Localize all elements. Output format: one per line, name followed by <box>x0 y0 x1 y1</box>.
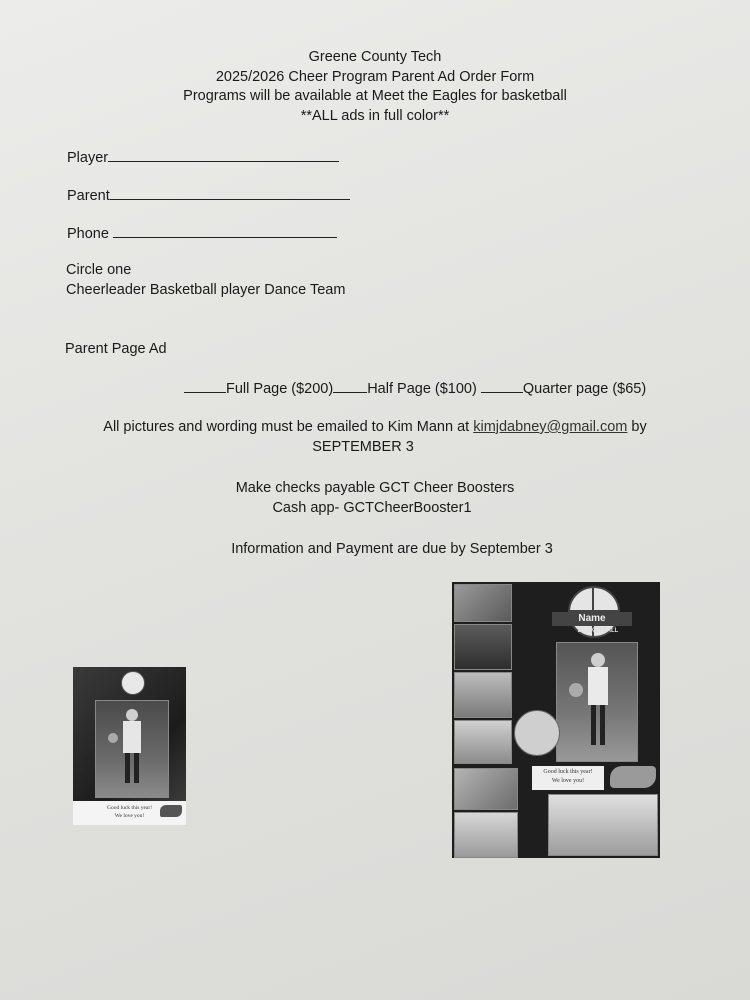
parent-label: Parent <box>67 188 110 204</box>
parent-field <box>67 185 350 204</box>
half-page-option: Half Page ($100) <box>367 381 477 397</box>
parent-line[interactable] <box>110 185 350 200</box>
player-label: Player <box>67 150 109 166</box>
role-options[interactable]: Cheerleader Basketball player Dance Team <box>66 282 346 298</box>
player-photo <box>95 700 169 798</box>
large-sample-ad <box>452 582 660 858</box>
phone-field <box>67 223 337 242</box>
full-page-blank[interactable] <box>184 378 226 393</box>
basketball-banner: BASKETBALL <box>577 628 619 634</box>
circle-one-label: Circle one <box>66 262 132 278</box>
quarter-page-blank[interactable] <box>481 378 523 393</box>
collage-photo-3 <box>454 672 512 718</box>
phone-label: Phone <box>67 226 109 242</box>
basketball-icon <box>121 671 145 695</box>
checks-note: Make checks payable GCT Cheer Boosters <box>235 480 515 496</box>
school-name: Greene County Tech <box>308 49 442 65</box>
form-header <box>0 48 750 126</box>
cashapp-note: Cash app- GCTCheerBooster1 <box>272 500 472 516</box>
due-note: Information and Payment are due by September 3 <box>231 541 553 557</box>
email-link[interactable]: kimjdabney@gmail.com <box>473 419 628 435</box>
availability-note: Programs will be available at Meet the Eagles for basketball <box>183 88 567 104</box>
collage-photo-4 <box>454 720 512 764</box>
email-suffix: by <box>631 419 647 435</box>
full-page-option: Full Page ($200) <box>226 381 334 397</box>
ad-size-options <box>184 378 646 397</box>
quarter-page-option: Quarter page ($65) <box>522 381 647 397</box>
team-photo <box>548 794 658 856</box>
deadline: SEPTEMBER 3 <box>312 439 414 455</box>
collage-photo-2 <box>454 624 512 670</box>
large-ad-caption <box>532 766 604 790</box>
small-caption-line2: We love you! <box>114 813 145 819</box>
email-instructions <box>0 417 750 437</box>
phone-line[interactable] <box>113 223 337 238</box>
parent-page-ad-title: Parent Page Ad <box>65 341 167 357</box>
main-player-photo <box>556 642 638 762</box>
large-caption-line2: We love you! <box>551 778 585 784</box>
collage-photo-1 <box>454 584 512 622</box>
collage-photo-6 <box>454 812 518 858</box>
email-prefix: All pictures and wording must be emailed to Kim Mann at <box>103 419 470 435</box>
player-line[interactable] <box>108 147 339 162</box>
half-page-blank[interactable] <box>333 378 367 393</box>
collage-photo-5 <box>454 768 518 810</box>
eagle-head-icon <box>610 766 656 788</box>
player-field <box>67 147 339 166</box>
name-banner: Name <box>552 612 632 626</box>
form-title: 2025/2026 Cheer Program Parent Ad Order Form <box>215 68 535 85</box>
large-caption-line1: Good luck this year! <box>543 769 593 775</box>
small-sample-ad <box>73 667 186 825</box>
small-caption-line1: Good luck this year! <box>106 805 153 811</box>
color-note: **ALL ads in full color** <box>300 107 450 124</box>
eagle-icon <box>160 805 182 817</box>
basketball-graphic-icon <box>514 710 560 756</box>
